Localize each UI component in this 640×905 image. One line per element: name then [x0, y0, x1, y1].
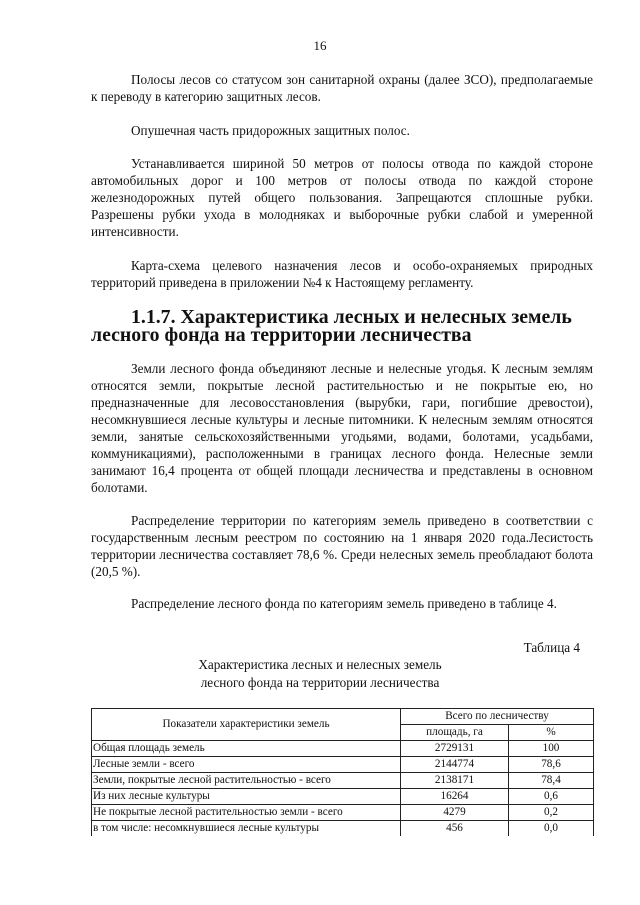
row-name: Лесные земли - всего [92, 757, 401, 773]
table-caption-line1: Характеристика лесных и нелесных земель [198, 657, 442, 672]
header-percent: % [509, 725, 594, 741]
row-area: 2138171 [401, 773, 509, 789]
table-row [92, 805, 594, 821]
row-name: в том числе: несомкнувшиеся лесные культуры [92, 821, 401, 837]
row-percent: 0,2 [509, 805, 594, 821]
header-total: Всего по лесничеству [401, 709, 594, 725]
row-percent: 0,0 [509, 821, 594, 837]
table-row [92, 757, 594, 773]
table-caption-line2: лесного фонда на территории лесничества [200, 675, 440, 690]
row-name: Не покрытые лесной растительностью земли - всего [92, 805, 401, 821]
table-row [92, 773, 594, 789]
table-row [92, 741, 594, 757]
table-row [92, 789, 594, 805]
table-header-row [92, 709, 594, 725]
row-area: 456 [401, 821, 509, 837]
table-label: Таблица 4 [523, 640, 580, 655]
row-name: Из них лесные культуры [92, 789, 401, 805]
page-number: 16 [313, 38, 327, 53]
paragraph-edge-strips: Опушечная часть придорожных защитных полос. [131, 123, 410, 138]
paragraph-width-rules: Устанавливается шириной 50 метров от полосы отвода по каждой стороне автомобильных дорог и 100 метров от полосы отвода по каждой стороне железнодорожных путей общего пользования. Запрещаются сплошные рубки. Разрешены рубки ухода в молодняках и выборочные рубки слабой и умеренной интенсивности. [91, 156, 593, 239]
header-area: площадь, га [401, 725, 509, 741]
table-row [92, 821, 594, 837]
row-area: 16264 [401, 789, 509, 805]
row-area: 2729131 [401, 741, 509, 757]
row-name: Общая площадь земель [92, 741, 401, 757]
row-percent: 100 [509, 741, 594, 757]
row-percent: 78,4 [509, 773, 594, 789]
paragraph-zso: Полосы лесов со статусом зон санитарной охраны (далее ЗСО), предполагаемые к переводу в категорию защитных лесов. [91, 72, 593, 104]
land-characteristics-table [91, 708, 594, 836]
table-caption [0, 656, 640, 692]
row-area: 2144774 [401, 757, 509, 773]
row-area: 4279 [401, 805, 509, 821]
row-name: Земли, покрытые лесной растительностью - всего [92, 773, 401, 789]
row-percent: 78,6 [509, 757, 594, 773]
row-percent: 0,6 [509, 789, 594, 805]
paragraph-land-definition: Земли лесного фонда объединяют лесные и нелесные угодья. К лесным землям относятся земли, покрытые лесной растительностью и не покрытые ею, но предназначенные для лесовосстановления (вырубки, гари, погибшие древостои), несомкнувшиеся лесные культуры и лесные питомники. К нелесным землям относятся земли, занятые сельскохозяйственными угодьями, водами, болотами, усадьбами, коммуникациями), расположенными в границах лесного фонда. Нелесные земли занимают 16,4 процента от общей площади лесничества и представлены в основном болотами. [91, 361, 593, 495]
header-indicator: Показатели характеристики земель [92, 709, 401, 741]
paragraph-table-ref: Распределение лесного фонда по категориям земель приведено в таблице 4. [131, 596, 557, 611]
paragraph-map-scheme: Карта-схема целевого назначения лесов и особо-охраняемых природных территорий приведена в приложении №4 к Настоящему регламенту. [91, 258, 593, 290]
paragraph-distribution: Распределение территории по категориям земель приведено в соответствии с государственным лесным реестром по состоянию на 1 января 2020 года.Лесистость территории лесничества составляет 78,6 %. Среди нелесных земель преобладают болота (20,5 %). [91, 513, 593, 579]
section-heading: 1.1.7. Характеристика лесных и нелесных земель лесного фонда на территории лесничества [91, 306, 572, 346]
